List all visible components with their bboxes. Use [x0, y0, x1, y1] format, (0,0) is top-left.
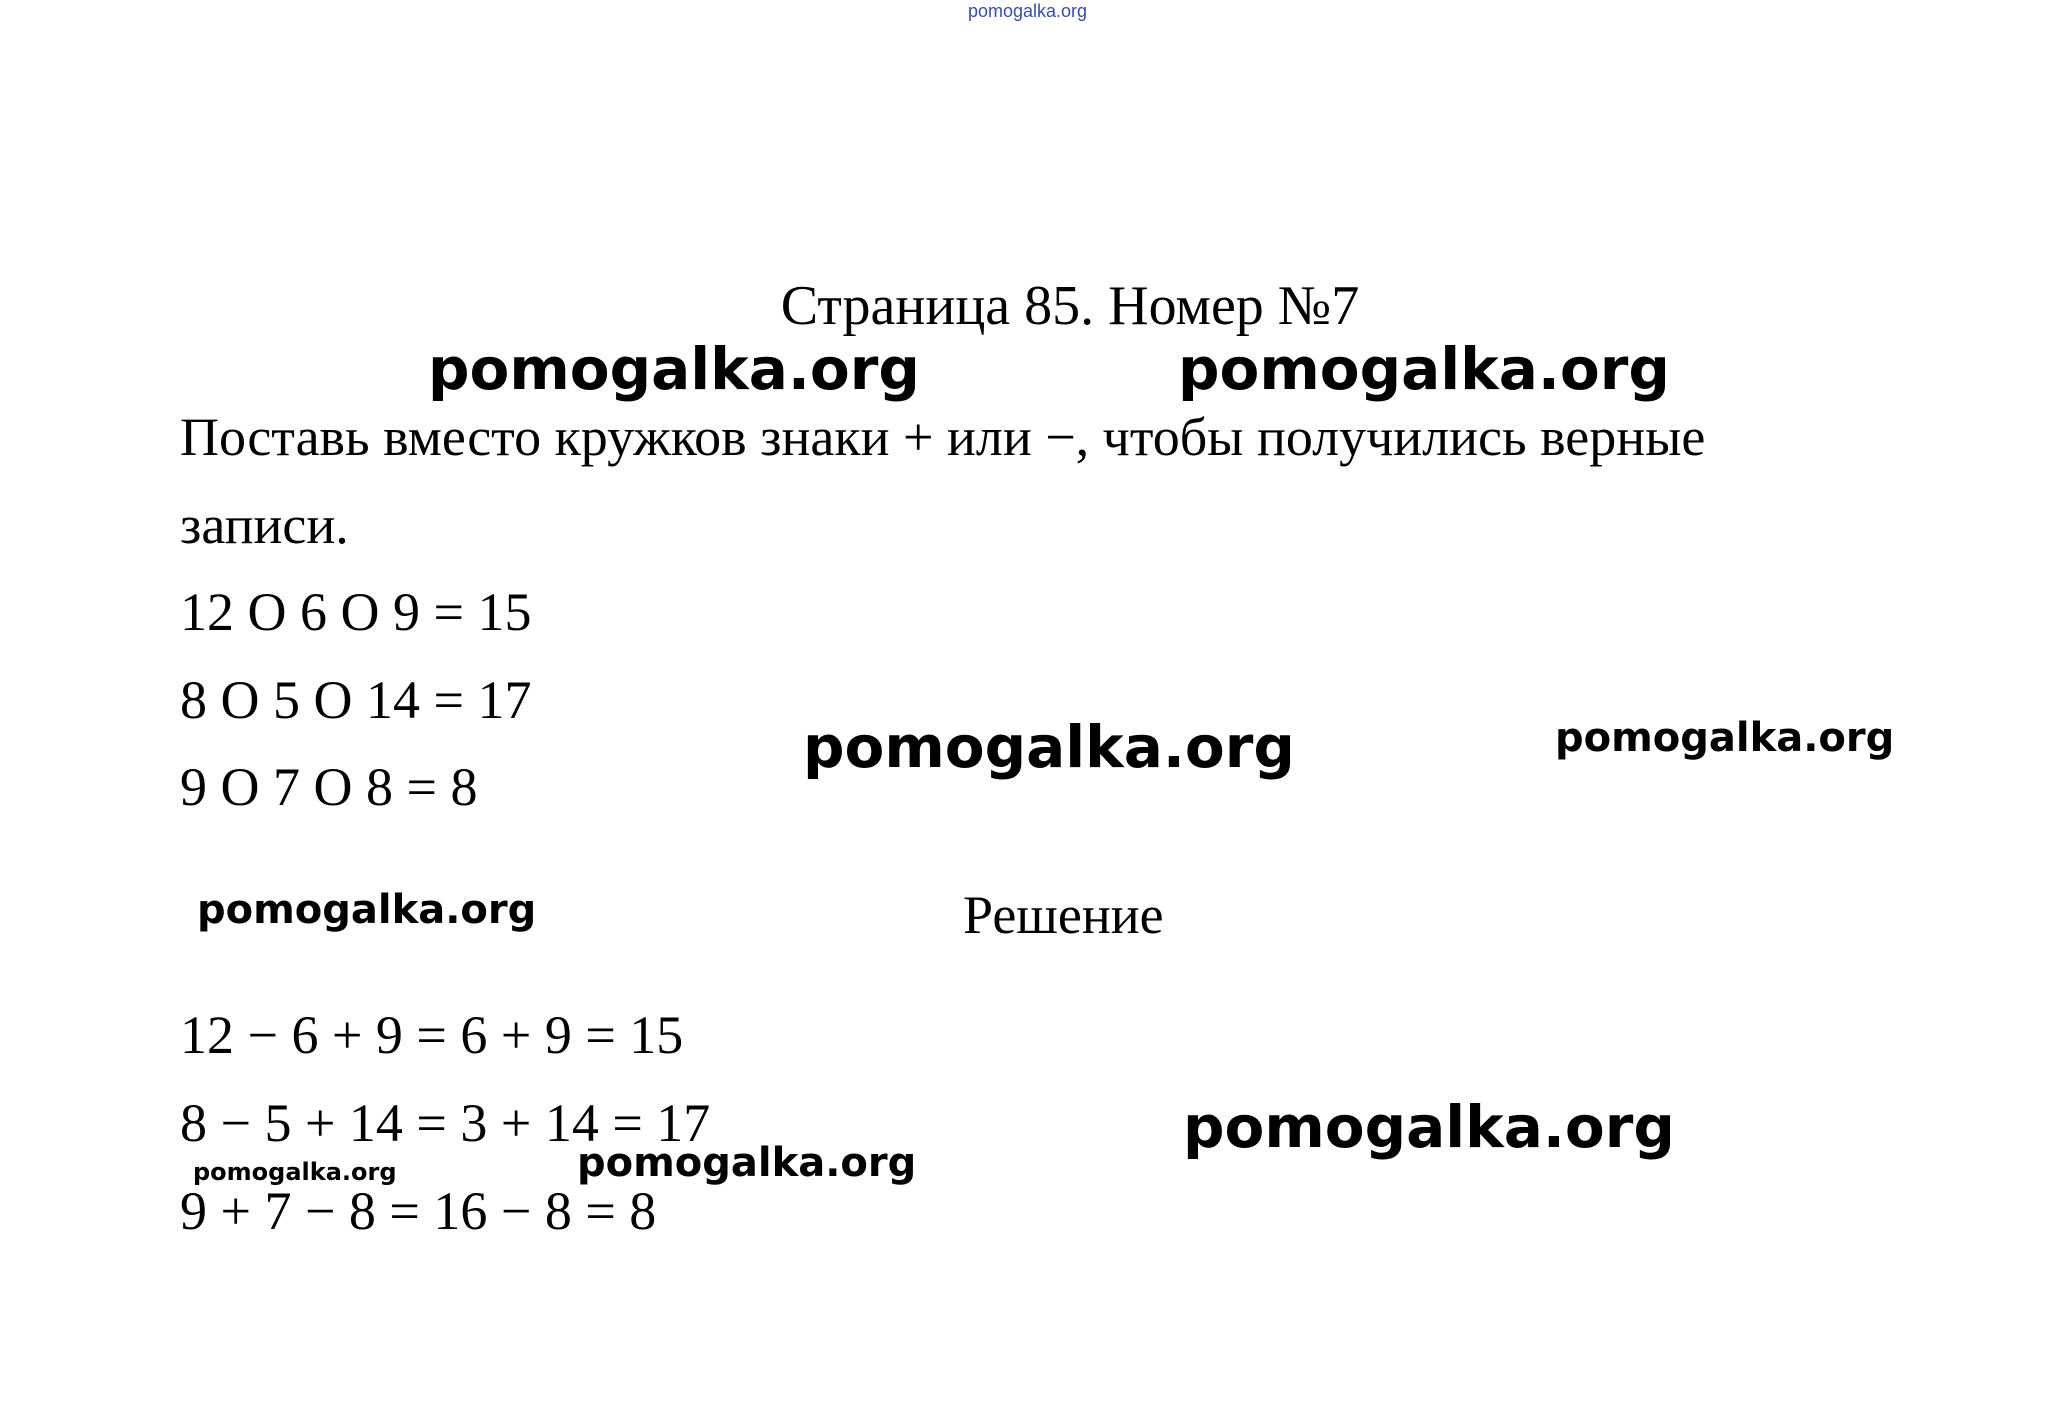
task-expression: 12 O 6 O 9 = 15 — [180, 582, 532, 642]
page-title: Страница 85. Номер №7 — [780, 275, 1360, 337]
task-expression: 8 O 5 O 14 = 17 — [180, 670, 532, 730]
solution-line: 9 + 7 − 8 = 16 − 8 = 8 — [180, 1181, 657, 1241]
watermark: pomogalka.org — [577, 1140, 917, 1186]
watermark: pomogalka.org — [428, 335, 920, 403]
watermark: pomogalka.org — [1555, 715, 1895, 761]
task-expression: 9 O 7 O 8 = 8 — [180, 757, 478, 817]
task-text-line-1: Поставь вместо кружков знаки + или −, чтобы получились верные — [180, 407, 1706, 467]
watermark: pomogalka.org — [193, 1158, 397, 1186]
solution-line: 12 − 6 + 9 = 6 + 9 = 15 — [180, 1005, 684, 1065]
top-watermark: pomogalka.org — [967, 1, 1088, 21]
watermark: pomogalka.org — [1183, 1093, 1675, 1161]
task-text-line-2: записи. — [180, 495, 349, 555]
solution-heading: Решение — [963, 885, 1164, 945]
solution-line: 8 − 5 + 14 = 3 + 14 = 17 — [180, 1093, 711, 1153]
watermark: pomogalka.org — [197, 887, 537, 933]
watermark: pomogalka.org — [1178, 335, 1670, 403]
watermark: pomogalka.org — [803, 713, 1295, 781]
